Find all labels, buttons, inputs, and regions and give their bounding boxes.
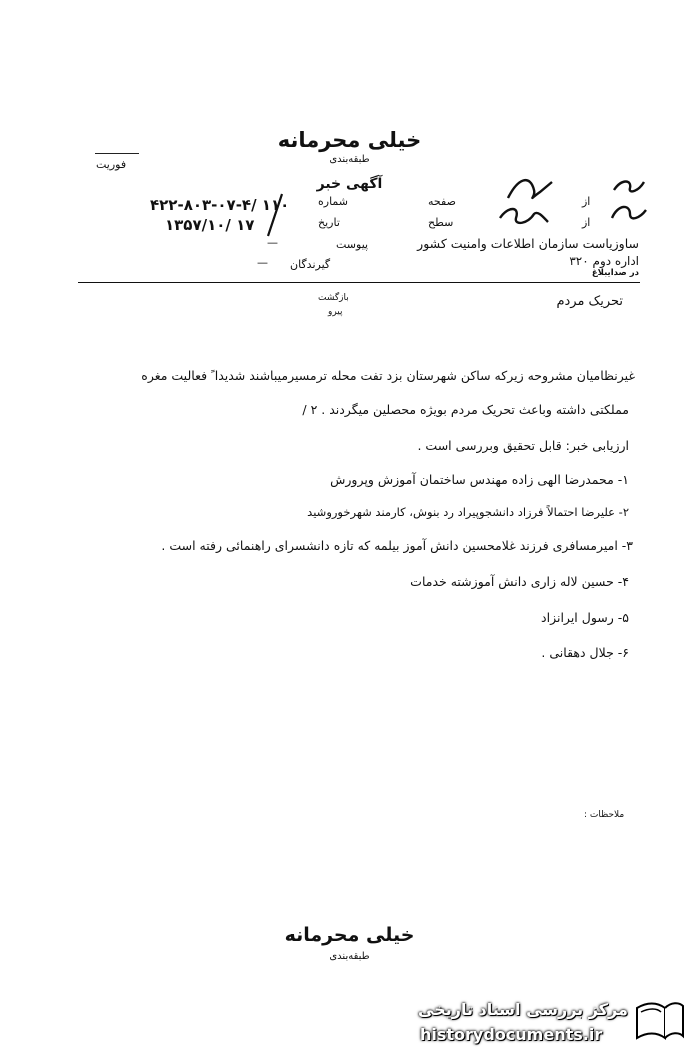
department-line-2: در صدایبلاغ	[591, 268, 639, 278]
recipients-value: —	[257, 256, 268, 269]
section-label: سطح	[428, 216, 454, 229]
body-line-3: ارزیابی خبر: قابل تحقیق وبررسی است .	[417, 438, 629, 453]
list-item: ۳- امیرمسافری فرزند غلامحسین دانش آموز بیلمه که تازه دانشسرای راهنمائی رفته است .	[161, 538, 633, 553]
notice-title: آگهی خبر	[316, 176, 383, 192]
watermark-title: مرکز بررسی اسناد تاریخی	[418, 1000, 628, 1019]
list-item: ۱- محمدرضا الهی زاده مهندس ساختمان آموزش وپرورش	[330, 472, 629, 487]
from-label-2: از	[582, 216, 591, 229]
department-line: اداره دوم ۳۲۰	[569, 254, 639, 268]
archive-logo-icon	[627, 994, 685, 1044]
attachment-label: پیوست	[336, 238, 369, 251]
header-divider	[78, 282, 640, 283]
priority-label: فوریت	[96, 158, 127, 171]
date-value: ۱۳۵۷/۱۰/ ۱۷	[165, 216, 255, 234]
from-label-1: از	[582, 195, 591, 208]
addressee-line: ساوزیاست سازمان اطلاعات وامنیت کشور	[417, 236, 639, 251]
classification-caption: طبقه‌بندی	[329, 154, 370, 165]
body-line-2: مملکتی داشته وباعث تحریک مردم بویژه محصلین میگردند . ۲ /	[302, 402, 629, 417]
reference-label: بازگشت	[318, 293, 349, 303]
classification-heading: خیلی محرمانه	[277, 128, 422, 152]
body-line-1: غیرنظامیان مشروحه زیرکه ساکن شهرستان بزد تفت محله ترمسیرمیباشند شدیدا ً فعالیت مغره	[141, 368, 635, 383]
list-item: ۶- جلال دهقانی .	[541, 645, 629, 660]
recipients-label: گیرندگان	[290, 258, 331, 271]
page-label: صفحه	[428, 195, 456, 208]
footer-classification: خیلی محرمانه	[284, 924, 415, 946]
handwritten-signature	[494, 202, 554, 236]
footer-classification-caption: طبقه‌بندی	[329, 951, 370, 962]
handwritten-slash-strokes	[258, 192, 288, 240]
notes-label: ملاحظات :	[584, 810, 625, 820]
number-value: ۴۲۲-۸۰۳-۰۷-۴/ ۱۱۰	[150, 196, 290, 214]
list-item: ۴- حسین لاله زاری دانش آموزشته خدمات	[410, 574, 629, 589]
list-item: ۲- علیرضا احتمالاً فرزاد دانشجوپیراد رد بنوش، کارمند شهرخوروشید	[307, 505, 629, 519]
list-item: ۵- رسول ایرانزاد	[541, 610, 629, 625]
priority-underline	[95, 153, 139, 154]
date-label: تاریخ	[318, 216, 340, 229]
watermark-url: historydocuments.ir	[420, 1025, 603, 1044]
handwritten-mark-2	[608, 196, 652, 230]
attachment-value: —	[267, 236, 278, 249]
followup-label: پیرو	[328, 307, 343, 317]
number-label: شماره	[318, 195, 349, 208]
subject-line: تحریک مردم	[556, 294, 623, 309]
